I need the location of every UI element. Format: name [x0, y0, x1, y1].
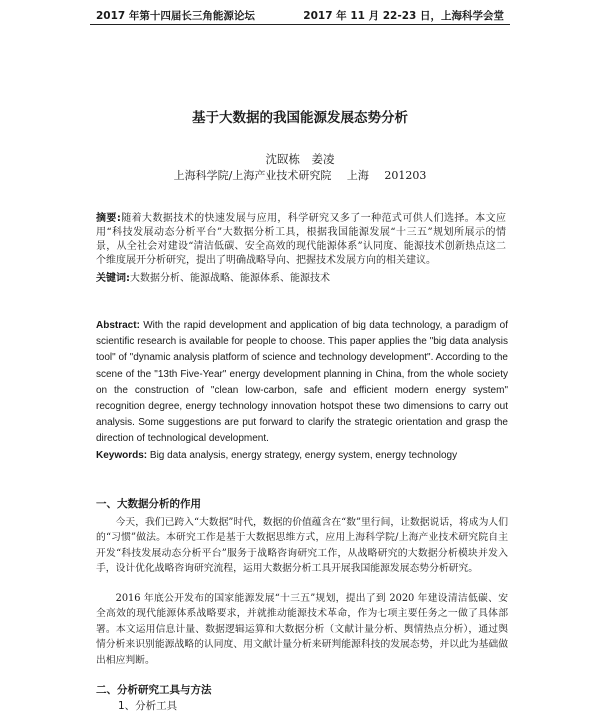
authors: 沈臤栋 姜凌: [265, 152, 335, 166]
subsection-2-1-heading: 1、分析工具: [118, 700, 178, 712]
section-1-paragraph-2: 2016 年底公开发布的国家能源发展“十三五”规划，提出了到 2020 年建设清洁低碳、安全高效的现代能源体系战略要求，并就推动能源技术革命，作为七项主要任务之一做了具体部署。本文运用信息计量、数据逻辑运算和大数据分析（文献计量分析、舆情热点分析），通过舆情分析来识别能源战略的认同度、用文献计量分析来研判能源科技的发展态势，并以此为基础做出相应判断。: [96, 593, 508, 666]
running-header-right: 2017 年 11 月 22-23 日，上海科学会堂: [303, 10, 504, 22]
keywords-cn-text: 大数据分析、能源战略、能源体系、能源技术: [130, 273, 330, 284]
section-1-heading: 一、大数据分析的作用: [96, 498, 201, 510]
abstract-en-text: With the rapid development and application of big data technology, a paradigm of scientific research is available for people to choose. This paper applies the "big data analysis tool" of "dynamic analysis platform of science and technology development". According to the scene of the "13th Five-Year" energy development planning in China, from the whole society on the construction of "clean low-carbon, safe and efficient modern energy system" recognition degree, energy technology innovation hotspot these two dimensions to carry out analysis. Some suggestions are put forward to clarify the strategic orientation and grasp the direction of technological development.: [96, 320, 508, 445]
affiliation: [0, 167, 600, 183]
keywords-cn-label: 关键词:: [96, 273, 130, 284]
paper-title: 基于大数据的我国能源发展态势分析: [192, 110, 408, 126]
running-header-left: 2017 年第十四届长三角能源论坛: [96, 10, 255, 22]
abstract-cn-text: 随着大数据技术的快速发展与应用，科学研究又多了一种范式可供人们选择。本文应用“科技发展动态分析平台”大数据分析工具，根据我国能源发展“十三五”规划所展示的情景，从全社会对建设“清洁低碳、安全高效的现代能源体系”认同度、能源技术创新热点这二个维度展开分析研究，提出了明确战略导向、把握技术发展方向的相关建议。: [96, 213, 507, 266]
header-rule: [90, 24, 510, 25]
keywords-cn: [96, 272, 506, 286]
abstract-cn: [96, 212, 506, 268]
section-2-heading: 二、分析研究工具与方法: [96, 684, 212, 696]
affiliation-org: 上海科学院/上海产业技术研究院: [173, 169, 332, 182]
section-1-paragraph-1: 今天，我们已跨入“大数据”时代，数据的价值蕴含在“数”里行间，让数据说话，将成为人们的“习惯”做法。本研究工作是基于大数据思维方式，应用上海科学院/上海产业技术研究院自主开发“科技发展动态分析平台”服务于战略咨询研究工作，从战略研究的大数据分析模块并发入手，设计优化战略咨询研究流程，运用大数据分析工具开展我国能源发展态势分析研究。: [96, 517, 508, 575]
abstract-cn-label: 摘要:: [96, 213, 121, 224]
affiliation-postcode: 201203: [384, 169, 427, 182]
keywords-en-label: Keywords:: [96, 450, 148, 461]
affiliation-city: 上海: [346, 169, 369, 182]
abstract-en: [96, 318, 508, 448]
abstract-en-label: Abstract:: [96, 320, 140, 331]
keywords-en-text: Big data analysis, energy strategy, energy system, energy technology: [149, 450, 458, 461]
keywords-en: [96, 448, 508, 464]
